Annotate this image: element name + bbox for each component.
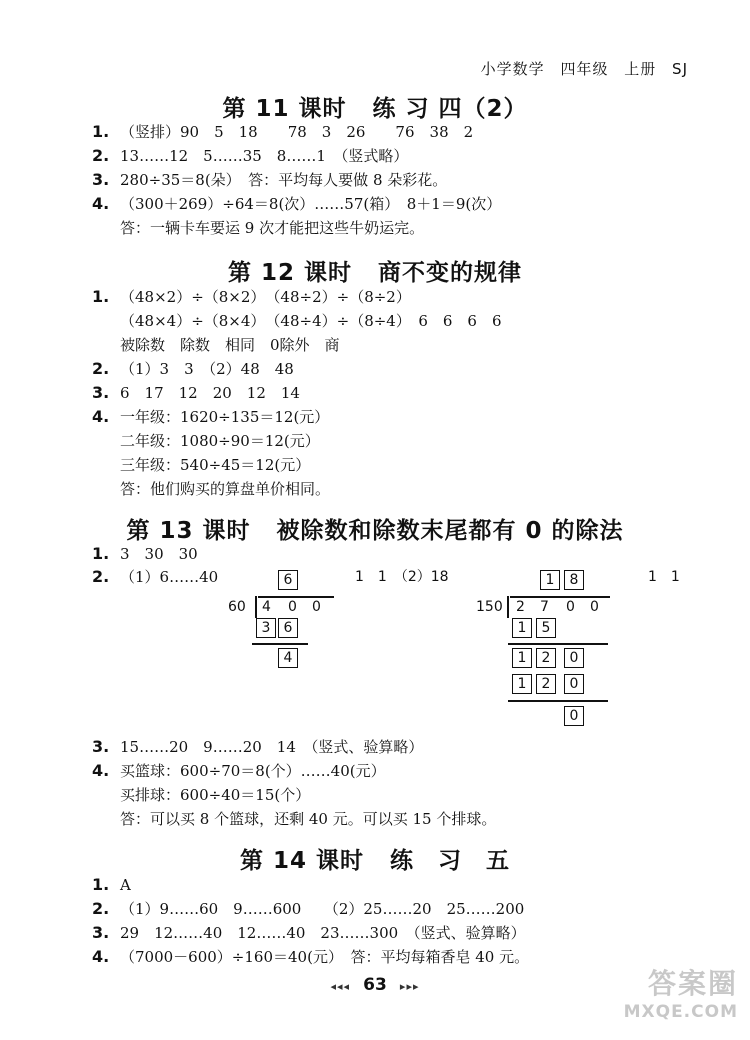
lesson-name: 被除数和除数末尾都有 0 的除法 <box>276 518 624 544</box>
product-digit: 6 <box>278 618 298 638</box>
partial-digit: 0 <box>564 648 584 668</box>
question-number: 1. <box>92 122 110 141</box>
division-bracket <box>507 596 509 618</box>
answer-line: 1 1 （2）18 <box>355 569 449 585</box>
answer-line: 三年级：540÷45＝12(元） <box>120 456 311 474</box>
answer-line: 答：可以买 8 个篮球，还剩 40 元。可以买 15 个排球。 <box>120 810 497 828</box>
answer-line: （竖排）90 5 18 78 3 26 76 38 2 <box>120 123 474 141</box>
lesson-name: 练 习 五 <box>390 848 511 874</box>
question-number: 1. <box>92 544 110 563</box>
lesson-name: 练 习 四（2） <box>372 96 528 122</box>
grade-label: 四年级 <box>560 60 609 78</box>
answer-line: 被除数 除数 相同 0除外 商 <box>120 336 340 354</box>
answer-line: 3 30 30 <box>120 545 198 563</box>
answer-line: （1）3 3 （2）48 48 <box>120 360 294 378</box>
answer-line: （7000－600）÷160＝40(元） 答：平均每箱香皂 40 元。 <box>120 948 530 966</box>
dividend-digit: 0 <box>312 599 321 615</box>
product-digit: 2 <box>536 674 556 694</box>
answer-line: 买篮球：600÷70＝8(个）……40(元） <box>120 762 386 780</box>
answer-line: 15……20 9……20 14 （竖式、验算略） <box>120 738 424 756</box>
watermark-url: MXQE.COM <box>623 1002 738 1022</box>
question-number: 2. <box>92 146 110 165</box>
question-number: 2. <box>92 359 110 378</box>
divisor: 150 <box>476 599 503 615</box>
answer-line: A <box>120 876 131 894</box>
edition-label: SJ <box>672 60 688 78</box>
question-number: 4. <box>92 407 110 426</box>
answer-line: 280÷35＝8(朵） 答：平均每人要做 8 朵彩花。 <box>120 171 448 189</box>
question-number: 4. <box>92 761 110 780</box>
section-title-13 <box>0 512 750 545</box>
lesson-number: 第 12 课时 <box>227 260 353 286</box>
answer-line: （48×2）÷（8×2） （48÷2）÷（8÷2） <box>120 288 411 306</box>
product-digit: 1 <box>512 618 532 638</box>
question-number: 4. <box>92 947 110 966</box>
answer-line: （1）9……60 9……600 （2）25……20 25……200 <box>120 900 525 918</box>
watermark-logo <box>588 962 738 1032</box>
quotient-digit: 8 <box>564 570 584 590</box>
dividend-digit: 0 <box>590 599 599 615</box>
product-digit: 3 <box>256 618 276 638</box>
lesson-number: 第 14 课时 <box>239 848 365 874</box>
answer-line: 13……12 5……35 8……1 （竖式略） <box>120 147 409 165</box>
dividend-digit: 0 <box>566 599 575 615</box>
lesson-name: 商不变的规律 <box>378 260 523 286</box>
volume-label: 上册 <box>624 60 657 78</box>
dividend-digit: 0 <box>288 599 297 615</box>
section-title-11 <box>0 90 750 123</box>
question-number: 4. <box>92 194 110 213</box>
answer-line: 1 1 <box>648 569 680 585</box>
answer-line: （48×4）÷（8×4） （48÷4）÷（8÷4） 6 6 6 6 <box>120 312 502 330</box>
answer-line: 6 17 12 20 12 14 <box>120 384 300 402</box>
answer-line: 答：一辆卡车要运 9 次才能把这些牛奶运完。 <box>120 219 425 237</box>
product-digit: 5 <box>536 618 556 638</box>
partial-digit: 1 <box>512 648 532 668</box>
question-number: 3. <box>92 923 110 942</box>
lesson-number: 第 13 课时 <box>126 518 251 544</box>
answer-line: （300＋269）÷64＝8(次）……57(箱） 8＋1＝9(次） <box>120 195 502 213</box>
question-number: 1. <box>92 287 110 306</box>
subtraction-line <box>252 643 308 645</box>
answer-line: （1）6……40 <box>120 568 219 586</box>
watermark-text: 答案圈 <box>647 967 738 1000</box>
subject-label: 小学数学 <box>480 60 545 78</box>
division-bracket <box>255 596 257 618</box>
question-number: 3. <box>92 170 110 189</box>
quotient-digit: 6 <box>278 570 298 590</box>
question-number: 2. <box>92 567 110 586</box>
divisor: 60 <box>228 599 246 615</box>
quotient-digit: 1 <box>540 570 560 590</box>
right-arrows-icon: ▸▸▸ <box>399 980 420 993</box>
product-digit: 1 <box>512 674 532 694</box>
section-title-12 <box>0 254 750 287</box>
left-arrows-icon: ◂◂◂ <box>330 980 351 993</box>
dividend-digit: 7 <box>540 599 549 615</box>
question-number: 3. <box>92 737 110 756</box>
answer-line: 一年级：1620÷135＝12(元） <box>120 408 330 426</box>
subtraction-line <box>508 643 608 645</box>
partial-digit: 2 <box>536 648 556 668</box>
remainder-digit: 0 <box>564 706 584 726</box>
answer-line: 二年级：1080÷90＝12(元） <box>120 432 320 450</box>
dividend-digit: 4 <box>262 599 271 615</box>
question-number: 2. <box>92 899 110 918</box>
answer-line: 答：他们购买的算盘单价相同。 <box>120 480 331 498</box>
page-number: 63 <box>363 975 387 995</box>
dividend-digit: 2 <box>516 599 525 615</box>
section-title-14 <box>0 842 750 875</box>
subtraction-line <box>508 700 608 702</box>
question-number: 3. <box>92 383 110 402</box>
remainder-digit: 4 <box>278 648 298 668</box>
lesson-number: 第 11 课时 <box>222 96 347 122</box>
page-header <box>471 58 688 79</box>
answer-line: 买排球：600÷40＝15(个） <box>120 786 311 804</box>
answer-line: 29 12……40 12……40 23……300 （竖式、验算略） <box>120 924 526 942</box>
question-number: 1. <box>92 875 110 894</box>
product-digit: 0 <box>564 674 584 694</box>
